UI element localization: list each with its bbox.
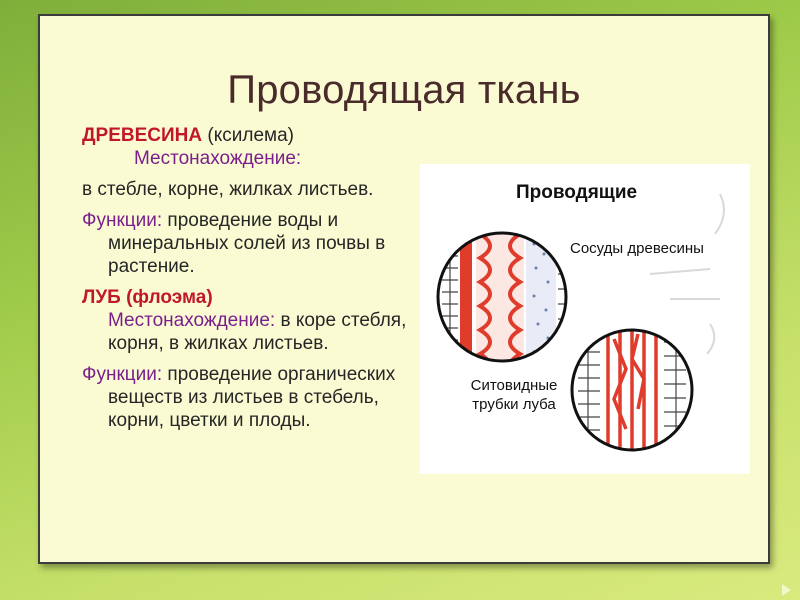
xylem-location-label: Местонахождение: <box>134 148 302 169</box>
xylem-heading-note: (ксилема) <box>202 125 294 146</box>
xylem-functions <box>82 209 422 278</box>
background-scribbles <box>650 194 724 354</box>
slide <box>38 14 770 564</box>
figure-illustration <box>420 164 750 474</box>
phloem-location-label: Местонахождение: <box>108 310 276 331</box>
next-slide-arrow-icon[interactable] <box>782 584 791 596</box>
phloem-heading: ЛУБ (флоэма) <box>82 287 213 308</box>
phloem-location-text: в коре стебля, корня, в жилках листьев. <box>108 310 407 354</box>
xylem-function-label: Функции: <box>82 210 163 231</box>
figure-label-vessels: Сосуды древесины <box>570 240 704 257</box>
phloem-functions <box>82 363 422 432</box>
sieve-tubes-circle <box>565 324 705 459</box>
figure-title: Проводящие <box>516 182 638 203</box>
figure-label-sieve-tubes: Ситовидные трубки луба <box>470 377 558 413</box>
phloem-function-text: проведение органических веществ из листьев в стебель, корни, цветки и плоды. <box>108 364 396 431</box>
xylem-heading: ДРЕВЕСИНА <box>82 125 203 146</box>
text-content <box>82 124 422 440</box>
vessels-circle <box>430 224 580 378</box>
slide-title: Проводящая ткань <box>227 68 581 112</box>
xylem-location-text: в стебле, корне, жилках листьев. <box>82 179 374 200</box>
phloem-heading-line <box>82 286 422 355</box>
xylem-function-text: проведение воды и минеральных солей из почвы в растение. <box>108 210 386 277</box>
phloem-function-label: Функции: <box>82 364 163 385</box>
xylem-heading-line <box>82 124 422 170</box>
conducting-tissue-figure <box>420 164 750 474</box>
